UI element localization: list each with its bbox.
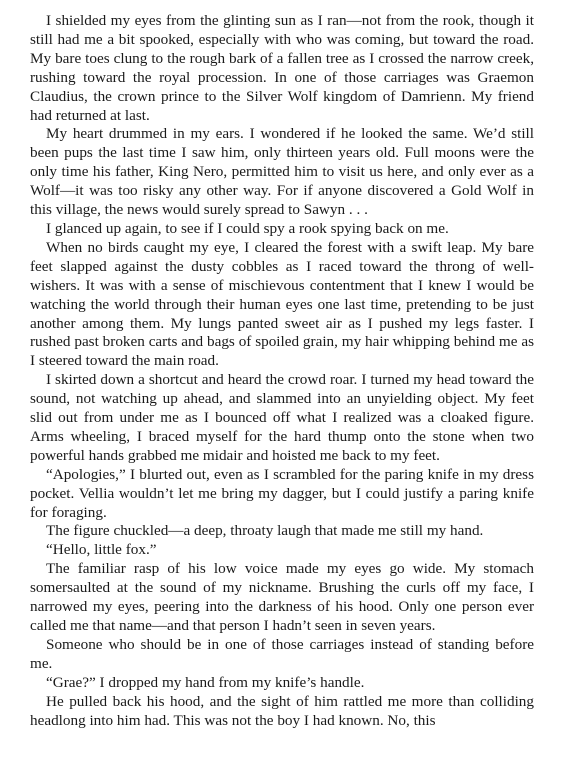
paragraph: “Hello, little fox.” (46, 541, 157, 559)
paragraph: Someone who should be in one of those carriages instead of standing before me. (30, 635, 534, 672)
paragraph: I skirted down a shortcut and heard the crowd roar. I turned my head toward the sound, not watching up ahead, and slammed into an unyielding object. My feet slid out from under me as I bounced off what I realized was a cloaked figure. Arms wheeling, I braced myself for the hard thump onto the stone when two powerful hands grabbed me midair and hoisted me back to my feet. (30, 371, 534, 464)
paragraph: My heart drummed in my ears. I wondered if he looked the same. We’d still been pups the last time I saw him, only thirteen years old. Full moons were the only time his father, King Nero, permitted him to visit us here, and only ever as a Wolf—it was too risky any other way. For if anyone discovered a Gold Wolf in this village, the news would surely spread to Sawyn . . . (30, 125, 534, 219)
paragraph: The figure chuckled—a deep, throaty laugh that made me still my hand. (46, 522, 484, 540)
paragraph: When no birds caught my eye, I cleared the forest with a swift leap. My bare feet slapped against the dusty cobbles as I raced toward the throng of well-wishers. It was with a sense of mischievous contentment that I knew I would be watching the world through their human eyes one last time, pretending to be just another among them. My lungs panted sweet air as I pushed my legs faster. I rushed past broken carts and bags of spoiled grain, my hair whipping behind me as I steered toward the main road. (30, 238, 534, 370)
book-page (30, 12, 534, 730)
paragraph: The familiar rasp of his low voice made my eyes go wide. My stomach somersaulted at the sound of my nickname. Brushing the curls off my face, I narrowed my eyes, peering into the darkness of his hood. Only one person ever called me that name—and that person I hadn’t seen in seven years. (30, 560, 534, 634)
paragraph: “Grae?” I dropped my hand from my knife’s handle. (46, 673, 365, 691)
paragraph: I shielded my eyes from the glinting sun as I ran—not from the rook, though it still had me a bit spooked, especially with who was coming, but toward the road. My bare toes clung to the rough bark of a fallen tree as I crossed the narrow creek, rushing toward the royal procession. In one of those carriages was Graemon Claudius, the crown prince to the Silver Wolf kingdom of Damrienn. My friend had returned at last. (30, 12, 534, 124)
paragraph: He pulled back his hood, and the sight of him rattled me more than colliding headlong into him had. This was not the boy I had known. No, this (30, 692, 534, 729)
paragraph: “Apologies,” I blurted out, even as I scrambled for the paring knife in my dress pocket. Vellia wouldn’t let me bring my dagger, but I could justify a paring knife for foraging. (30, 465, 534, 521)
paragraph: I glanced up again, to see if I could spy a rook spying back on me. (46, 219, 449, 237)
